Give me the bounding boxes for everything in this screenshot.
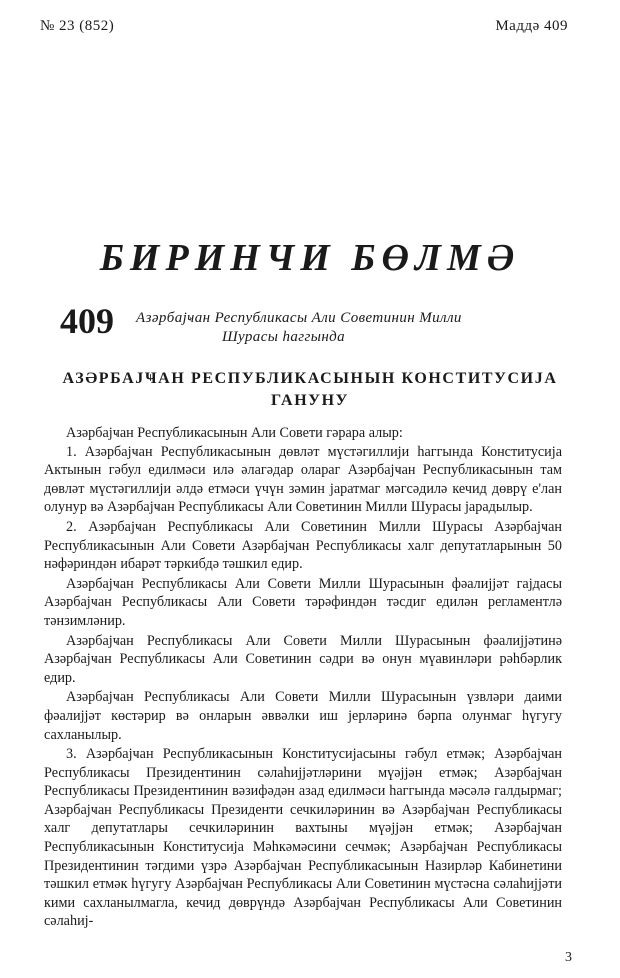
document-subtitle-line-2: Шурасы һаггында: [222, 329, 346, 345]
page-number: 3: [565, 950, 572, 965]
law-title-line-1: АЗӘРБАЈҸАН РЕСПУБЛИКАСЫНЫН КОНСТИТУСИЈА: [62, 370, 558, 387]
paragraph: Азәрбајҹан Республикасынын Али Совети гәрара алыр:: [66, 425, 403, 441]
law-title-line-2: ГАНУНУ: [271, 392, 349, 409]
paragraph: 1. Азәрбајҹан Республикасынын дөвләт мүстәгиллији һаггында Конститусија Актынын гәбул едилмәси илә әлагәдар олараг Азәрбајҹан Республикасынын там дөвләт мүстәгиллији әлдә етмәси үчүн зәмин јаратмаг мәгсәдилә кечид дөврү е'лан олунур вә Азәрбајҹан Республикасы Али Советинин Милли Шурасы јарадылыр.: [44, 443, 562, 516]
paragraph: Азәрбајҹан Республикасы Али Совети Милли Шурасынын фәалијјәтинә Азәрбајҹан Республикасы Али Советинин сәдри вә онун мүавинләри рәһбәрлик едир.: [44, 632, 562, 686]
paragraph: Азәрбајҹан Республикасы Али Совети Милли Шурасынын үзвләри даими фәалијјәт көстәрир вә онларын әввәлки иш јерләринә бәрпа олунмаг һүгугу сахланылыр.: [44, 689, 562, 743]
part-title: БИРИНЧИ БӨЛМӘ: [99, 237, 521, 279]
law-body: [44, 424, 562, 931]
document-number: 409: [60, 301, 114, 341]
issue-number: № 23 (852): [40, 18, 115, 34]
paragraph: 2. Азәрбајҹан Республикасы Али Советинин Милли Шурасы Азәрбајҹан Республикасынын Али Совети Азәрбајҹан Республикасы халг депутатларынын 50 нәфәриндән ибарәт тәркибдә тәшкил едир.: [44, 518, 562, 573]
paragraph: Азәрбајҹан Республикасы Али Совети Милли Шурасынын фәалијјәт гајдасы Азәрбајҹан Республикасы Али Совети тәрәфиндән тәсдиг едилән регламентлә тәнзимләнир.: [44, 575, 562, 629]
paragraph: 3. Азәрбајҹан Республикасынын Конститусијасыны гәбул етмәк; Азәрбајҹан Республикасы Президентинин сәлаһијјәтләрини мүәјјән етмәк; Азәрбајҹан Республикасы Президентинин вәзифәдән азад едилмәси һаггында мәсәлә галдырмаг; Азәрбајҹан Республикасы Президенти сечкиләринин вә Азәрбајҹан Республикасы халг депутатлары сечкиләринин вахтыны мүәјјән етмәк; Азәрбајҹан Республикасынын Конститусија Мәһкәмәсини сечмәк; Азәрбајҹан Республикасы Президентинин тәгдими үзрә Азәрбајҹан Республикасынын Назирләр Кабинетини тәшкил етмәк һүгугу Азәрбајҹан Республикасы Али Советинин мүстәсна сәлаһијјәти кими сахланылмагла, кечид дөврүндә Азәрбајҹан Республикасы Али Советинин сәлаһиј-: [44, 746, 562, 930]
document-subtitle: [136, 309, 556, 347]
document-subtitle-line-1: Азәрбајҹан Республикасы Али Советинин Милли: [136, 310, 462, 326]
article-number: Маддә 409: [495, 18, 568, 34]
law-title: [40, 368, 580, 412]
